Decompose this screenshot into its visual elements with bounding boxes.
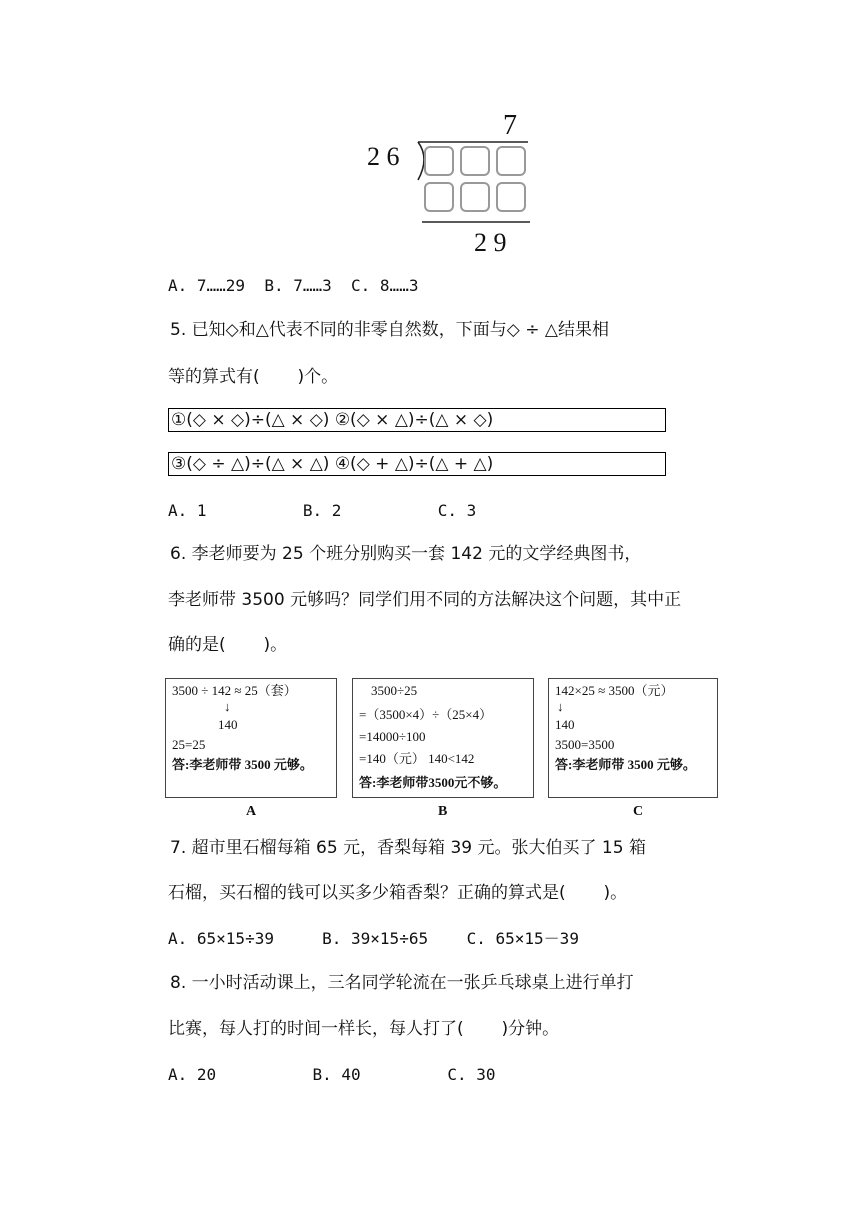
solution-card-b — [352, 678, 534, 798]
q7-options: A. 65×15÷39 B. 39×15÷65 C. 65×15－39 — [168, 929, 579, 948]
digit-box — [424, 182, 454, 212]
card-c-line3: 3500=3500 — [555, 737, 615, 752]
division-divisor: 2 6 — [367, 142, 400, 171]
card-c-arrow: ↓ — [557, 699, 564, 714]
q7-line2: 石榴，买石榴的钱可以买多少箱香梨？正确的算式是( )。 — [168, 883, 628, 903]
q8-options: A. 20 B. 40 C. 30 — [168, 1065, 496, 1084]
q6-line1: 6. 李老师要为 25 个班分别购买一套 142 元的文学经典图书， — [170, 544, 642, 564]
division-remainder: 2 9 — [474, 228, 507, 257]
card-a-line2: 140 — [218, 717, 238, 732]
q6-line3: 确的是( )。 — [168, 635, 288, 655]
digit-box — [460, 182, 490, 212]
card-b-line2: =（3500×4）÷（25×4） — [359, 707, 493, 722]
card-c-line2: 140 — [555, 717, 575, 732]
q7-line1: 7. 超市里石榴每箱 65 元，香梨每箱 39 元。张大伯买了 15 箱 — [170, 838, 646, 858]
card-a-arrow: ↓ — [224, 699, 231, 714]
division-quotient: 7 — [503, 110, 517, 141]
card-c-line1: 142×25 ≈ 3500（元） — [555, 683, 674, 698]
digit-box — [460, 146, 490, 176]
q5-options: A. 1 B. 2 C. 3 — [168, 501, 477, 520]
card-b-line4: =140（元） 140<142 — [359, 751, 475, 766]
card-a-label: A — [246, 804, 257, 819]
q6-line2: 李老师带 3500 元够吗？同学们用不同的方法解决这个问题，其中正 — [168, 590, 682, 610]
digit-box — [424, 146, 454, 176]
solution-card-a — [165, 678, 337, 798]
q5-line1: 5. 已知◇和△代表不同的非零自然数，下面与◇ ÷ △结果相 — [170, 320, 609, 340]
digit-box — [496, 146, 526, 176]
q4-options: A. 7……29 B. 7……3 C. 8……3 — [168, 276, 419, 295]
card-a-answer: 答:李老师带 3500 元够。 — [172, 757, 313, 772]
card-b-label: B — [438, 804, 448, 819]
q8-line1: 8. 一小时活动课上，三名同学轮流在一张乒乓球桌上进行单打 — [170, 973, 634, 993]
q5-expression-row2: ③(◇ ÷ △)÷(△ × △) ④(◇ + △)÷(△ + △) — [168, 452, 666, 476]
q5-expression-row1: ①(◇ × ◇)÷(△ × ◇) ②(◇ × △)÷(△ × ◇) — [168, 408, 666, 432]
solution-card-c — [548, 678, 718, 798]
q8-line2: 比赛，每人打的时间一样长，每人打了( )分钟。 — [168, 1019, 560, 1039]
card-b-line3: =14000÷100 — [359, 729, 426, 744]
card-b-line1: 3500÷25 — [371, 683, 418, 698]
card-b-answer: 答:李老师带3500元不够。 — [359, 775, 507, 790]
card-a-line3: 25=25 — [172, 737, 206, 752]
card-c-label: C — [633, 804, 644, 819]
card-a-line1: 3500 ÷ 142 ≈ 25（套） — [172, 683, 297, 698]
digit-box — [496, 182, 526, 212]
card-c-answer: 答:李老师带 3500 元够。 — [555, 757, 696, 772]
q5-line2: 等的算式有( )个。 — [168, 367, 339, 387]
